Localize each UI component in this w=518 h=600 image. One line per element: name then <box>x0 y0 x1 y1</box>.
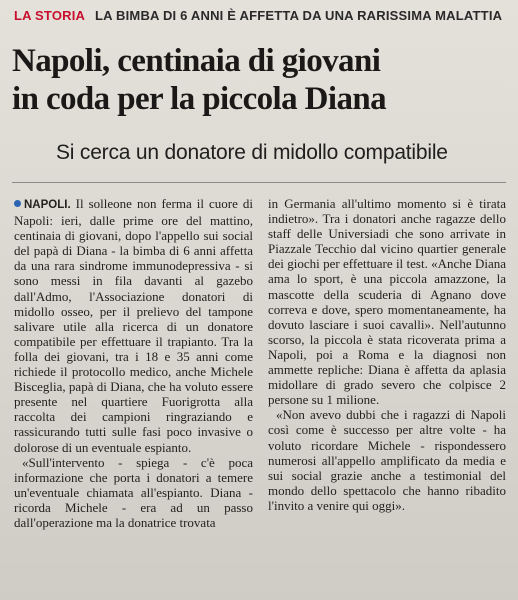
dateline-bullet-icon <box>14 200 21 207</box>
article-column-left <box>14 196 253 530</box>
paragraph: «Sull'intervento - spiega - c'è poca informazione che porta i donatori a temere un'eventuale chiamata all'espianto. Diana - ricorda Michele - era ad un passo dall'operazione ma la donatrice trovata <box>14 454 253 530</box>
headline <box>12 42 512 118</box>
headline-line-2: in coda per la piccola Diana <box>12 81 387 117</box>
divider <box>12 182 506 183</box>
kicker <box>14 8 502 23</box>
dateline: NAPOLI. <box>24 199 71 211</box>
paragraph: in Germania all'ultimo momento si è tirata indietro». Tra i donatori anche ragazze dello staff delle Universiadi che sono arrivate in Piazzale Tecchio dal vicino quartier generale dei giochi per effettuare il test. «Anche Diana ama lo sport, è una piccola amazzone, la mascotte della scuderia di Agnano dove correva e dove, spero momentaneamente, ha dovuto lasciare i suoi cavalli». Nell'autunno scorso, la piccola è stata ricoverata prima a Napoli, poi a Roma e la diagnosi non ammette repliche: Diana è affetta da aplasia midollare di grado severo che colpisce 2 persone su 1 milione. <box>268 196 506 408</box>
deck-subheadline: Si cerca un donatore di midollo compatibile <box>56 141 448 164</box>
kicker-subtitle: LA BIMBA DI 6 ANNI È AFFETTA DA UNA RARISSIMA MALATTIA <box>94 8 503 23</box>
kicker-tag: LA STORIA <box>14 8 86 23</box>
paragraph: «Non avevo dubbi che i ragazzi di Napoli così come è successo per altre volte - ha voluto ricordare Michele - rispondessero numerosi all'appello amplificato da media e sui social grazie anche a testimonial del mondo dello spettacolo che hanno ribadito l'invito a venire qui oggi». <box>268 407 506 513</box>
headline-line-1: Napoli, centinaia di giovani <box>12 43 381 79</box>
article-column-right <box>268 196 506 513</box>
paragraph-text: Il solleone non ferma il cuore di Napoli: ieri, dalle prime ore del mattino, centinaia di giovani, dopo l'appello sui social del papà di Diana - la bimba di 6 anni affetta da una rara sindrome immunodepressiva - si sono messi in fila davanti al gazebo dall'Admo, l'Associazione donatori di midollo osseo, per il prelievo del tampone salivare utile alla ricerca di un donatore compatibile per effettuare il trapianto. Tra la folla dei giovani, tra i 18 e 35 anni come richiede il protocollo medico, anche Michele Bisceglia, papà di Diana, che ha voluto essere presente nel quartiere Fuorigrotta alla raccolta dei campioni ringraziando e rassicurando tutti sulle fasi poco invasive o dolorose di un eventuale espianto. <box>14 196 254 455</box>
paragraph <box>14 196 253 455</box>
